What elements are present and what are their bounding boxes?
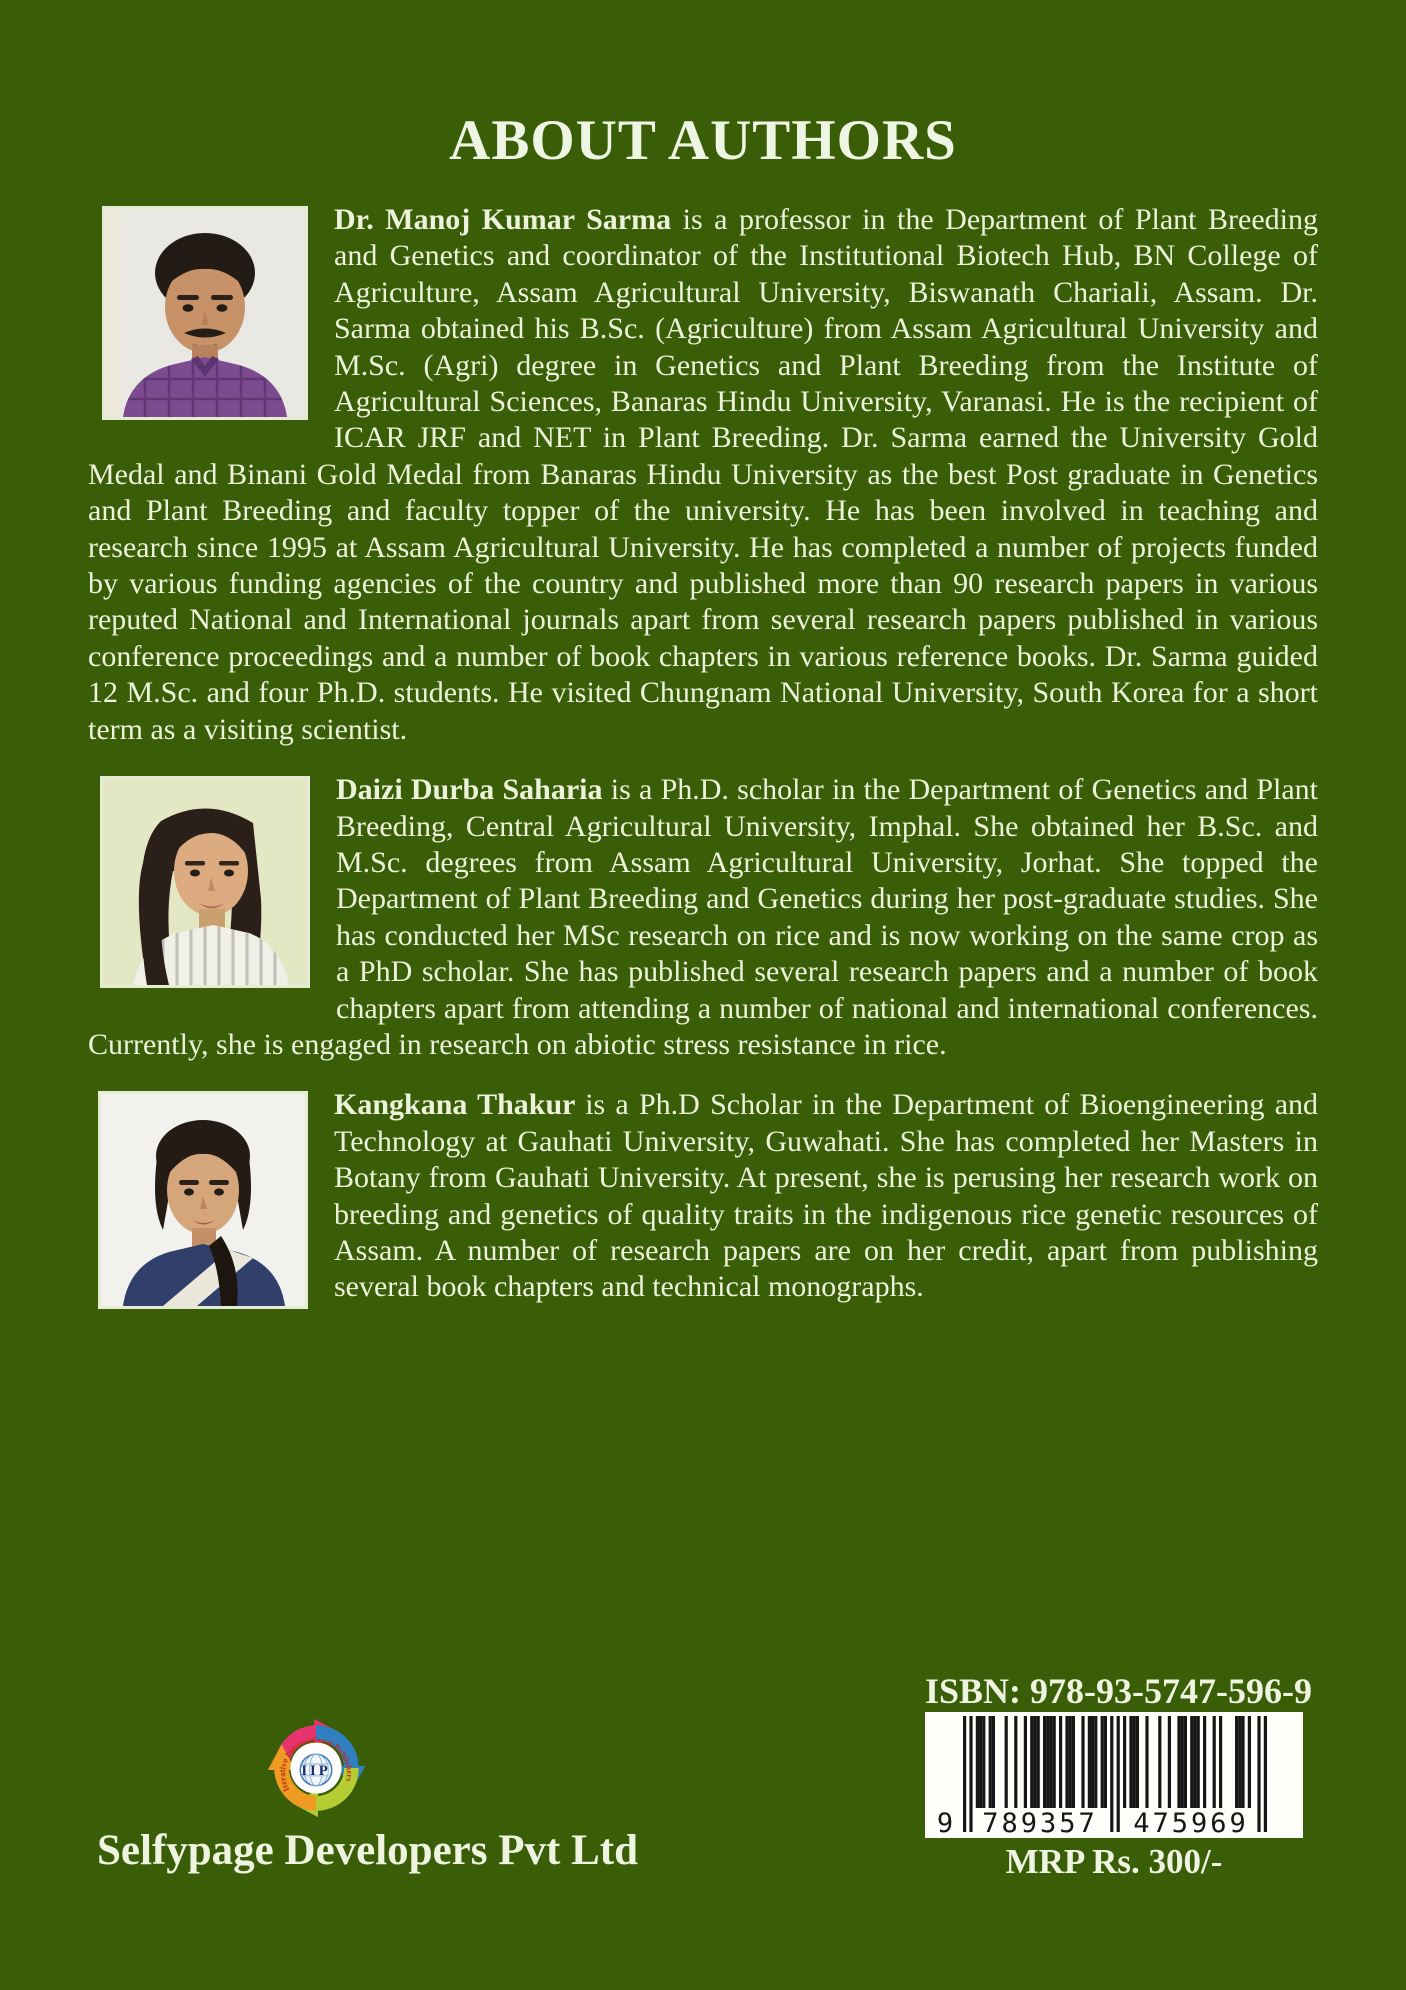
author-name: Daizi Durba Saharia (336, 773, 603, 807)
barcode-digits-group2: 475969 (1133, 1808, 1249, 1838)
barcode-icon (925, 1712, 1303, 1838)
author-bio: is a Ph.D Scholar in the Department of Bioengineering and Technology at Gauhati University, Guwahati. She has completed her Masters in Botany from Gauhati University. At present, she is perusing her research work on breeding and genetics of quality traits in the indigenous rice genetic resources of Assam. A number of research papers are on her credit, apart from publishing several book chapters and technical monographs. (334, 1088, 1319, 1304)
publisher-logo (256, 1708, 376, 1826)
author-photo-manoj-kumar-sarma (102, 206, 308, 420)
barcode-digits-group1: 789357 (982, 1808, 1098, 1838)
isbn-barcode (925, 1712, 1303, 1838)
portrait-woman-striped-shirt-icon (103, 779, 307, 985)
author-bio: is a professor in the Department of Plant Breeding and Genetics and coordinator of the Institutional Biotech Hub, BN College of Agriculture, Assam Agricultural University, Biswanath Chariali, Assam. Dr. Sarma obtained his B.Sc. (Agriculture) from Assam Agricultural University and M.Sc. (Agri) degree in Genetics and Plant Breeding from the Institute of Agricultural Sciences, Banaras Hindu University, Varanasi. He is the recipient of ICAR JRF and NET in Plant Breeding. Dr. Sarma earned the University Gold Medal and Binani Gold Medal from Banaras Hindu University as the best Post graduate in Genetics and Plant Breeding and faculty topper of the university. He has been involved in teaching and research since 1995 at Assam Agricultural University. He has completed a number of projects funded by various funding agencies of the country and published more than 90 research papers in various reputed National and International journals apart from several research papers published in various conference proceedings and a number of book chapters in various reference books. Dr. Sarma guided 12 M.Sc. and four Ph.D. students. He visited Chungnam National University, South Korea for a short term as a visiting scientist. (88, 203, 1318, 746)
page-title: ABOUT AUTHORS (449, 109, 957, 172)
portrait-man-purple-checked-shirt-icon (105, 209, 305, 417)
iip-logo-icon (256, 1708, 376, 1826)
author-block-daizi-durba-saharia (88, 772, 1318, 1063)
barcode-digit-left: 9 (936, 1808, 954, 1838)
mrp-price-label: MRP Rs. 300/- (1005, 1842, 1223, 1881)
author-block-kangkana-thakur (88, 1087, 1318, 1319)
author-block-manoj-kumar-sarma (88, 202, 1318, 748)
isbn-label: ISBN: 978-93-5747-596-9 (925, 1671, 1312, 1711)
author-photo-kangkana-thakur (98, 1091, 308, 1309)
author-bio: is a Ph.D. scholar in the Department of Genetics and Plant Breeding, Central Agricultural University, Imphal. She obtained her B.Sc. and M.Sc. degrees from Assam Agricultural University, Jorhat. She topped the Department of Plant Breeding and Genetics during her post-graduate studies. She has conducted her MSc research on rice and is now working on the same crop as a PhD scholar. She has published several research papers and a number of book chapters apart from attending a number of national and international conferences. Currently, she is engaged in research on abiotic stress resistance in rice. (88, 773, 1318, 1061)
logo-ring-text: Iterative International Publishers (276, 1734, 356, 1794)
author-name: Dr. Manoj Kumar Sarma (334, 203, 672, 236)
author-name: Kangkana Thakur (334, 1088, 575, 1122)
portrait-woman-blue-top-white-sash-icon (101, 1094, 305, 1306)
iip-monogram: IIP (301, 1762, 331, 1779)
publisher-name: Selfypage Developers Pvt Ltd (97, 1827, 639, 1874)
author-photo-daizi-durba-saharia (100, 776, 310, 988)
about-authors-section (88, 202, 1318, 1319)
